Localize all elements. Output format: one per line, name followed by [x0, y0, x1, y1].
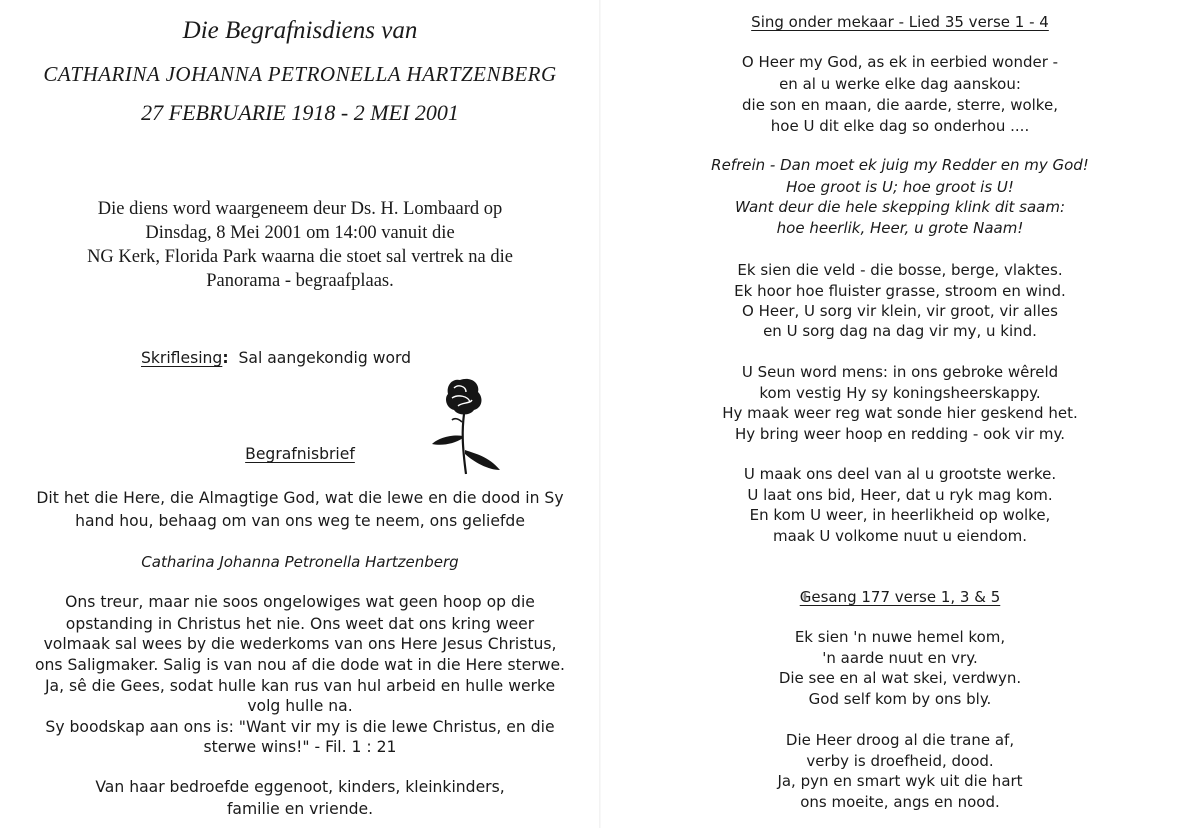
- verse-line: Ek sien die veld - die bosse, berge, vlaktes.: [737, 261, 1063, 279]
- hymn2-title-wrap: [600, 588, 1200, 606]
- life-dates: 27 FEBRUARIE 1918 - 2 MEI 2001: [141, 100, 459, 125]
- verse-line: kom vestig Hy sy koningsheerskappy.: [759, 384, 1041, 402]
- verse-line: En kom U weer, in heerlikheid op wolke,: [749, 506, 1051, 524]
- verse-line: hoe U dit elke dag so onderhou ....: [770, 117, 1030, 135]
- verse-line: Ja, pyn en smart wyk uit die hart: [777, 772, 1023, 790]
- right-page: [600, 0, 1200, 828]
- verse-line: ons moeite, angs en nood.: [800, 793, 1000, 811]
- letter-line: sterwe wins!" - Fil. 1 : 21: [203, 738, 397, 756]
- deceased-name: CATHARINA JOHANNA PETRONELLA HARTZENBERG: [43, 62, 557, 86]
- verse-line: 'n aarde nuut en vry.: [822, 649, 978, 667]
- service-line: Panorama - begraafplaas.: [206, 271, 394, 291]
- service-heading: Die Begrafnisdiens van: [182, 17, 418, 44]
- verse-line: God self kom by ons bly.: [808, 690, 992, 708]
- verse-line: en al u werke elke dag aanskou:: [779, 75, 1021, 93]
- refrain-line: hoe heerlik, Heer, u grote Naam!: [776, 219, 1024, 237]
- verse-line: O Heer my God, as ek in eerbied wonder -: [741, 53, 1059, 71]
- hymn1-title-wrap: [600, 13, 1200, 31]
- letter-line: volg hulle na.: [247, 697, 353, 715]
- letter-line: volmaak sal wees by die wederkoms van ons Here Jesus Christus,: [43, 635, 557, 653]
- rose-icon: [428, 374, 508, 479]
- verse-line: Hy bring weer hoop en redding - ook vir my.: [734, 425, 1066, 443]
- letter-line: ons Saligmaker. Salig is van nou af die dode wat in die Here sterwe.: [35, 656, 565, 674]
- letter-heading-wrap: [0, 445, 600, 463]
- scripture-reading: [141, 349, 411, 367]
- verse-line: verby is droefheid, dood.: [806, 752, 994, 770]
- verse-line: O Heer, U sorg vir klein, vir groot, vir alles: [742, 302, 1058, 320]
- verse-line: Ek hoor hoe fluister grasse, stroom en wind.: [734, 282, 1066, 300]
- verse-line: U Seun word mens: in ons gebroke wêreld: [741, 363, 1059, 381]
- verse-line: U maak ons deel van al u grootste werke.: [743, 465, 1057, 483]
- verse-line: en U sorg dag na dag vir my, u kind.: [763, 322, 1037, 340]
- closing-line: familie en vriende.: [226, 800, 374, 818]
- verse-line: Hy maak weer reg wat sonde hier geskend het.: [722, 404, 1078, 422]
- verse-line: maak U volkome nuut u eiendom.: [772, 527, 1027, 545]
- letter-line: Ons treur, maar nie soos ongelowiges wat geen hoop op die: [65, 593, 535, 611]
- letter-line: Ja, sê die Gees, sodat hulle kan rus van hul arbeid en hulle werke: [44, 677, 556, 695]
- closing-line: Van haar bedroefde eggenoot, kinders, kleinkinders,: [95, 778, 505, 796]
- letter-line: Dit het die Here, die Almagtige God, wat die lewe en die dood in Sy: [36, 489, 564, 507]
- refrain-line: Want deur die hele skepping klink dit saam:: [734, 198, 1066, 216]
- scripture-text: Sal aangekondig word: [238, 349, 412, 367]
- scripture-colon: :: [222, 349, 229, 367]
- verse-line: Die Heer droog al die trane af,: [785, 731, 1015, 749]
- letter-line: Sy boodskap aan ons is: "Want vir my is die lewe Christus, en die: [45, 718, 555, 736]
- hymn2-title: Gesang 177 verse 1, 3 & 5: [799, 588, 1001, 606]
- service-line: Dinsdag, 8 Mei 2001 om 14:00 vanuit die: [145, 223, 455, 243]
- refrain-line: Hoe groot is U; hoe groot is U!: [786, 178, 1014, 196]
- scripture-label: Skriflesing: [141, 349, 223, 367]
- service-line: Die diens word waargeneem deur Ds. H. Lombaard op: [97, 199, 503, 219]
- service-line: NG Kerk, Florida Park waarna die stoet sal vertrek na die: [87, 247, 513, 267]
- refrain-line: Refrein - Dan moet ek juig my Redder en my God!: [711, 156, 1089, 174]
- letter-line: hand hou, behaag om van ons weg te neem, ons geliefde: [75, 512, 525, 530]
- letter-heading: Begrafnisbrief: [245, 445, 355, 463]
- verse-line: Die see en al wat skei, verdwyn.: [778, 669, 1022, 687]
- verse-line: Ek sien 'n nuwe hemel kom,: [794, 628, 1006, 646]
- verse-line: die son en maan, die aarde, sterre, wolke,: [742, 96, 1058, 114]
- hymn1-title: Sing onder mekaar - Lied 35 verse 1 - 4: [751, 13, 1049, 31]
- verse-line: U laat ons bid, Heer, dat u ryk mag kom.: [747, 486, 1053, 504]
- letter-name: Catharina Johanna Petronella Hartzenberg: [141, 553, 459, 571]
- letter-line: opstanding in Christus het nie. Ons weet dat ons kring weer: [65, 615, 535, 633]
